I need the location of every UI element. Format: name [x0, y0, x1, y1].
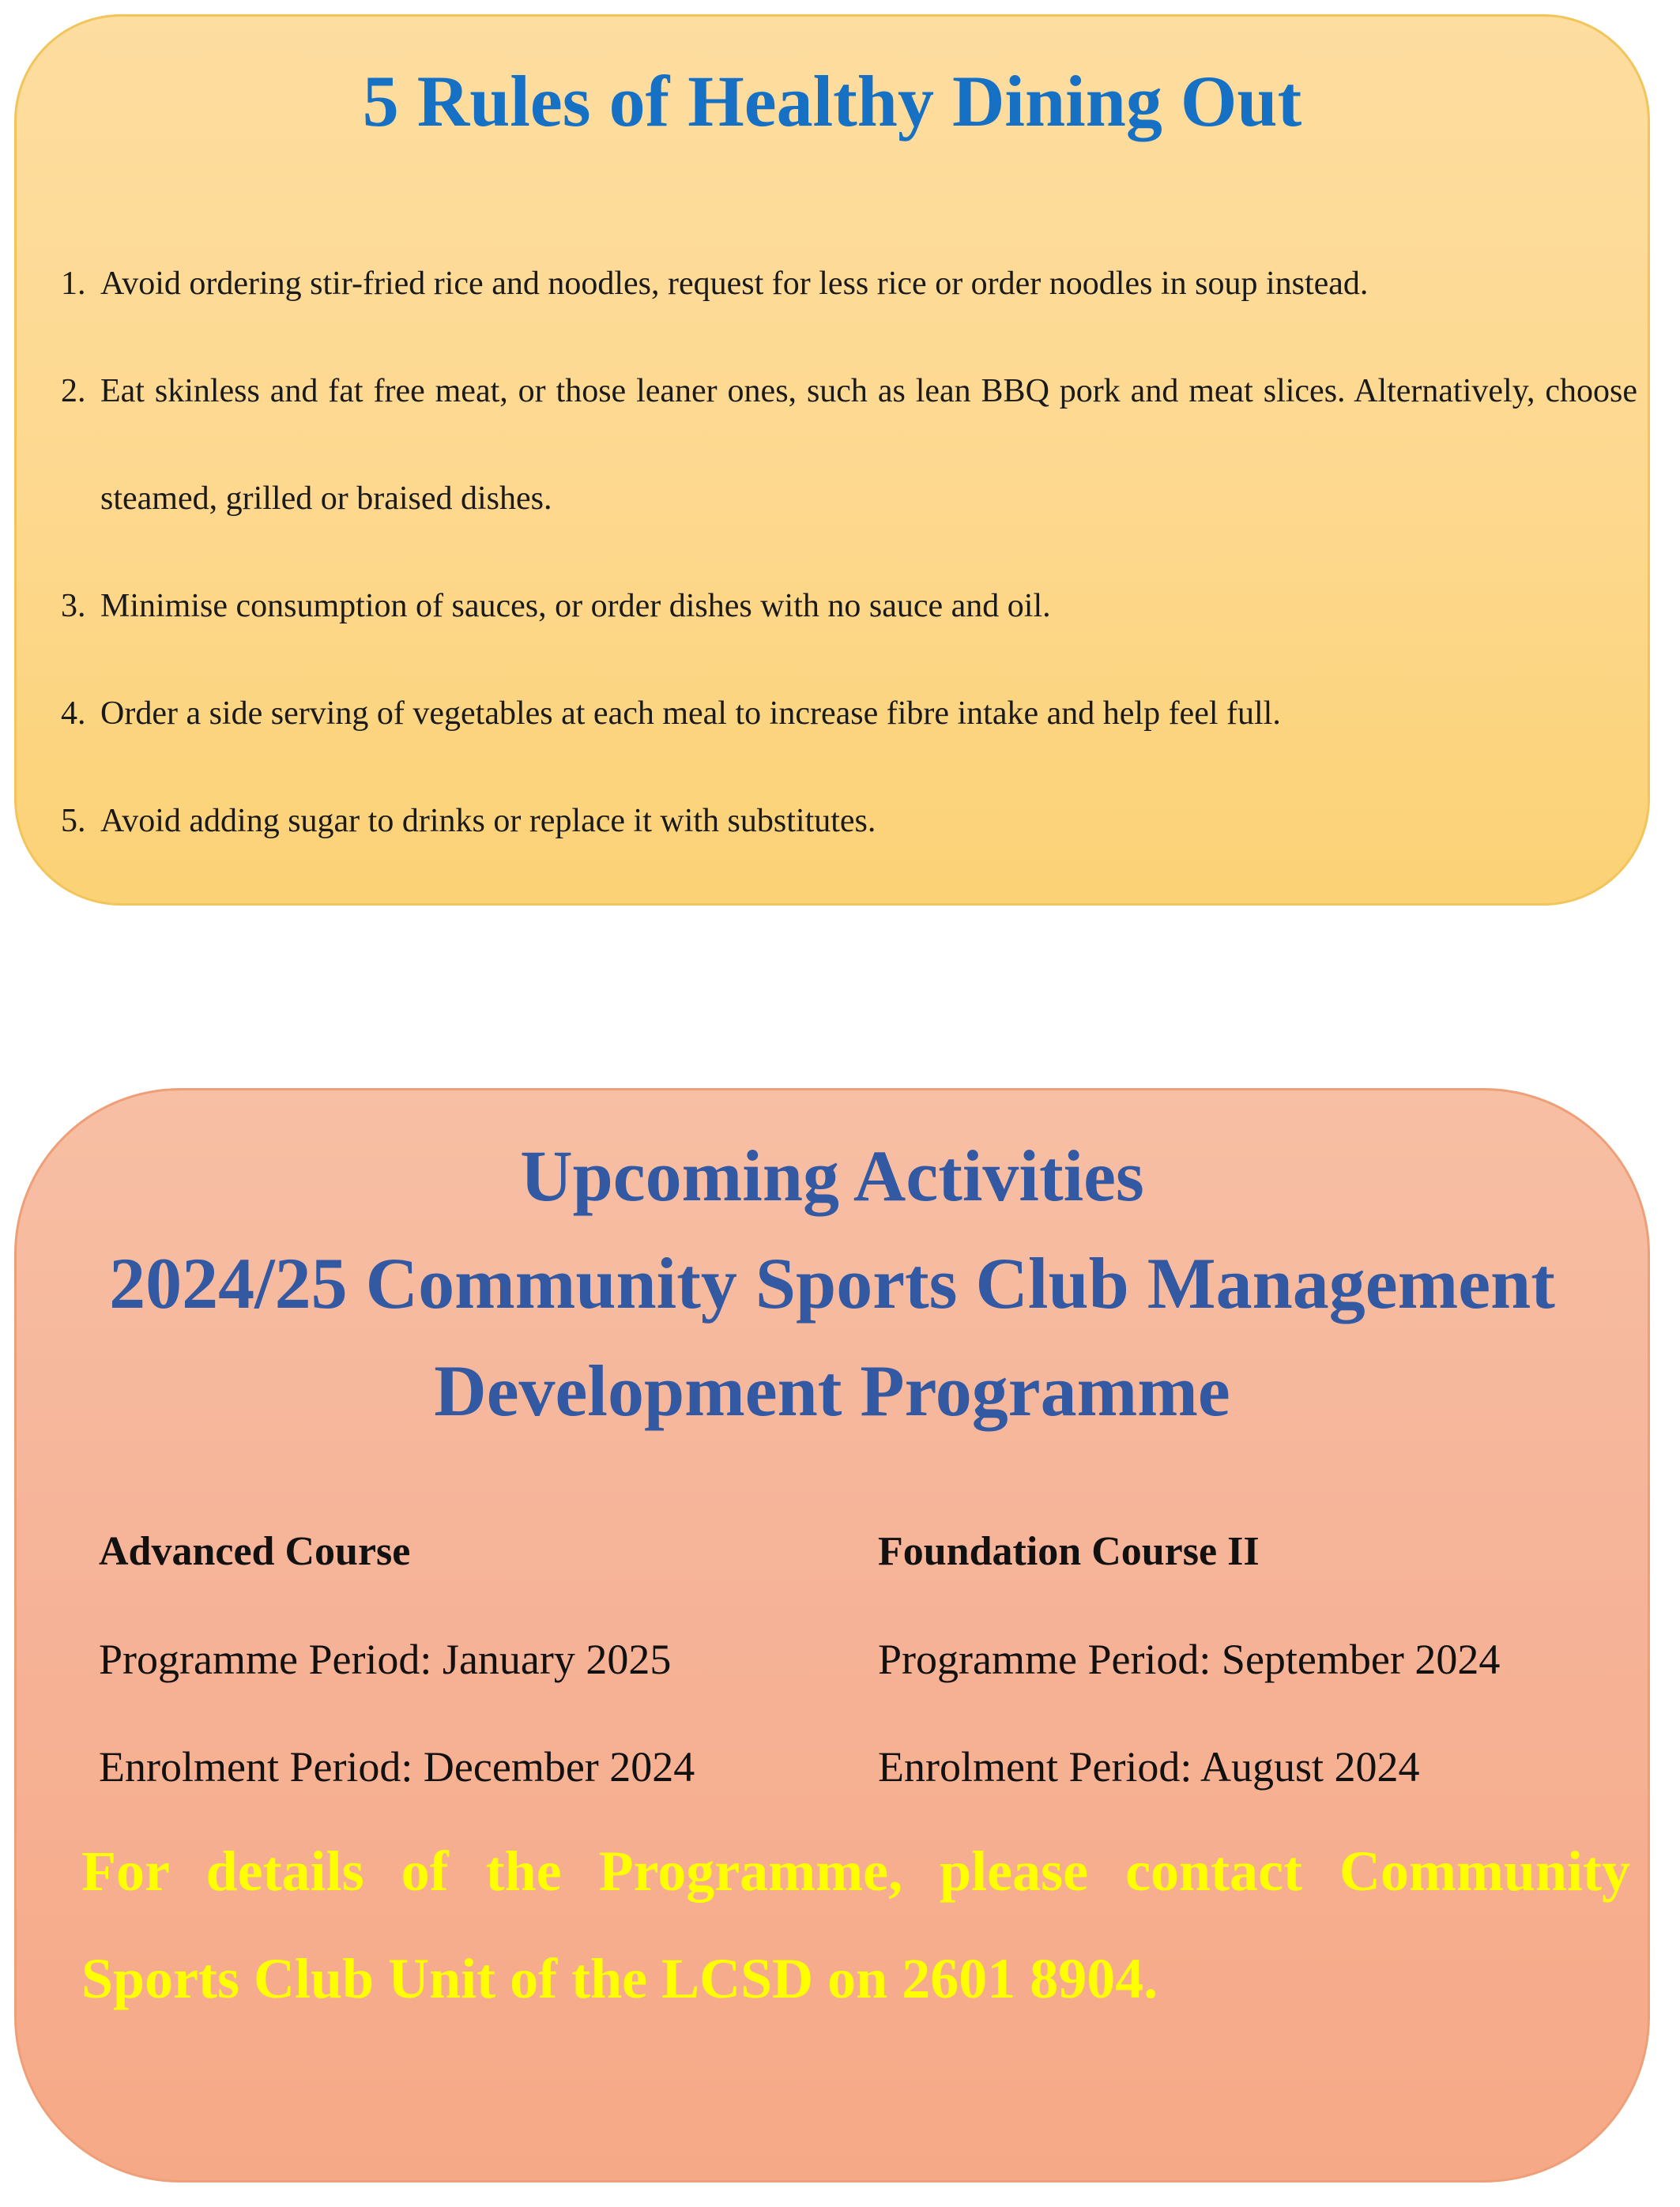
heading-line-programme-name: 2024/25 Community Sports Club Management — [109, 1243, 1555, 1324]
rule-number: 2. — [61, 373, 86, 409]
healthy-dining-card — [14, 14, 1650, 906]
rule-item-5 — [61, 767, 1637, 875]
course-title: Advanced Course — [99, 1529, 411, 1574]
rule-number: 5. — [61, 803, 86, 839]
enrolment-period: Enrolment Period: August 2024 — [878, 1743, 1420, 1791]
rule-number: 4. — [61, 695, 86, 732]
rule-text: Avoid ordering stir-fried rice and noodles, request for less rice or order noodles in soup instead. — [100, 266, 1369, 302]
upcoming-activities-heading — [17, 1122, 1648, 1444]
rule-number: 3. — [61, 588, 86, 624]
heading-line-programme-type: Development Programme — [434, 1350, 1230, 1431]
rule-number: 1. — [61, 266, 86, 302]
rule-text: Eat skinless and fat free meat, or those leaner ones, such as lean BBQ pork and meat slices. Alternatively, choose steamed, grilled or braised dishes. — [100, 373, 1637, 517]
rule-text: Avoid adding sugar to drinks or replace it with substitutes. — [100, 803, 876, 839]
foundation-course-info — [878, 1498, 1500, 1821]
enrolment-period: Enrolment Period: December 2024 — [99, 1743, 695, 1791]
rule-item-3 — [61, 552, 1637, 660]
contact-note: For details of the Programme, please contact Community Sports Club Unit of the LCSD on 2601 8904. — [81, 1840, 1630, 2010]
upcoming-activities-card — [14, 1088, 1650, 2183]
rule-text: Order a side serving of vegetables at each meal to increase fibre intake and help feel full. — [100, 695, 1281, 732]
programme-period: Programme Period: September 2024 — [878, 1636, 1501, 1683]
healthy-dining-title: 5 Rules of Healthy Dining Out — [362, 61, 1302, 141]
advanced-course-info — [99, 1498, 695, 1821]
heading-line-upcoming: Upcoming Activities — [520, 1136, 1144, 1216]
rule-item-2 — [61, 337, 1637, 552]
rule-text: Minimise consumption of sauces, or order dishes with no sauce and oil. — [100, 588, 1051, 624]
healthy-dining-rules-list — [61, 230, 1637, 875]
rule-item-4 — [61, 660, 1637, 767]
course-title: Foundation Course II — [878, 1529, 1260, 1574]
rule-item-1 — [61, 230, 1637, 337]
programme-period: Programme Period: January 2025 — [99, 1636, 672, 1683]
